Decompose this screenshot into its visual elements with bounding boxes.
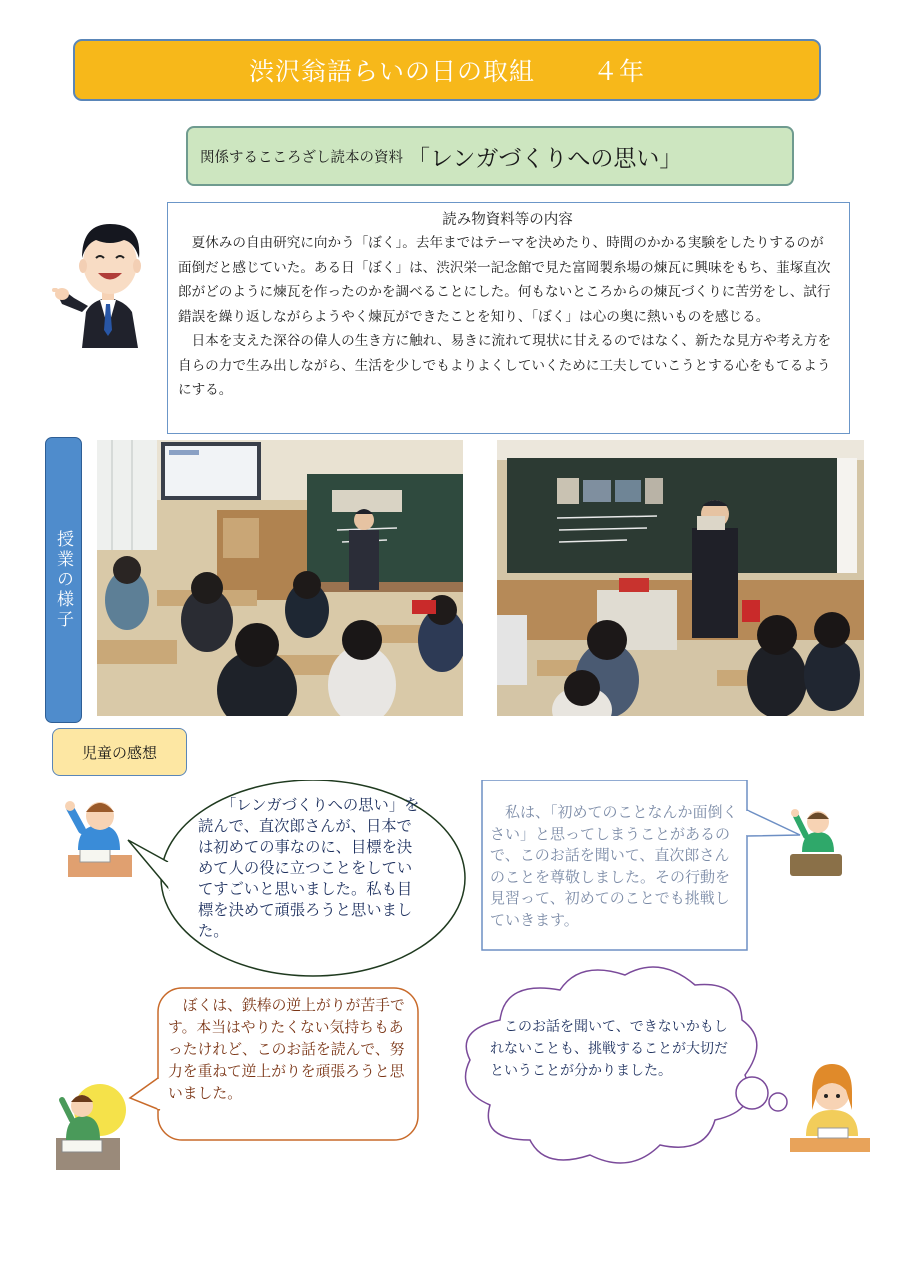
grade-label: ４年 xyxy=(593,57,646,86)
content-heading: 読み物資料等の内容 xyxy=(442,212,573,228)
student-illustration-3 xyxy=(56,1084,126,1170)
content-summary-box xyxy=(167,202,850,434)
student-comment-1: 「レンガづくりへの思い」を読んで、直次郎さんが、日本では初めての事なのに、目標を決めて人の役に立つことをしていてすごいと思いました。私も目標を決めて頑張ろうと思いました。 xyxy=(198,796,420,940)
student-comment-4: このお話を聞いて、できないかもしれないことも、挑戦することが大切だということが分かりました。 xyxy=(490,1019,728,1079)
reader-banner xyxy=(186,126,794,186)
lesson-scene-label: 授業の様子 xyxy=(45,437,82,723)
impressions-label: 児童の感想 xyxy=(52,728,187,776)
page-title-banner xyxy=(73,39,821,101)
student-comment-2: 私は、「初めてのことなんか面倒くさい」と思ってしまうことがあるので、このお話を聞いて、直次郎さんのことを尊敬しました。その行動を見習って、初めてのことでも挑戦していきます。 xyxy=(490,803,738,929)
content-paragraph-2: 日本を支えた深谷の偉人の生き方に触れ、易きに流れて現状に甘えるのではなく、新たな見方や考え方を自らの力で生み出しながら、生活を少しでもよりよくしていくために工夫していこうとする心をもてるようにする。 xyxy=(178,333,832,398)
content-paragraph-1: 夏休みの自由研究に向かう「ぼく」。去年まではテーマを決めたり、時間のかかる実験をしたりするのが面倒だと感じていた。ある日「ぼく」は、渋沢栄一記念館で見た富岡製糸場の煉瓦に興味をもち、韮塚直次郎がどのように煉瓦を作ったのかを調べることにした。何もないところからの煉瓦づくりに苦労をし、試行錯誤を繰り返しながらようやく煉瓦ができたことを知り、「ぼく」は心の奥に熱いものを感じる。 xyxy=(178,235,831,325)
student-illustration-1 xyxy=(65,801,132,877)
classroom-photo-1 xyxy=(97,440,463,716)
student-illustration-2 xyxy=(790,809,842,876)
reader-lead: 関係するこころざし読本の資料 xyxy=(200,149,403,166)
teacher-illustration xyxy=(52,208,164,348)
student-illustration-4 xyxy=(790,1064,870,1152)
student-comment-3: ぼくは、鉄棒の逆上がりが苦手です。本当はやりたくない気持ちもあったけれど、このお話を読んで、努力を重ねて逆上がりを頑張ろうと思いました。 xyxy=(168,997,405,1102)
reader-title: 「レンガづくりへの思い」 xyxy=(407,145,683,172)
speech-bubbles-layer xyxy=(0,780,904,1280)
page-title: 渋沢翁語らいの日の取組 xyxy=(248,57,535,86)
classroom-photo-2 xyxy=(497,440,864,716)
